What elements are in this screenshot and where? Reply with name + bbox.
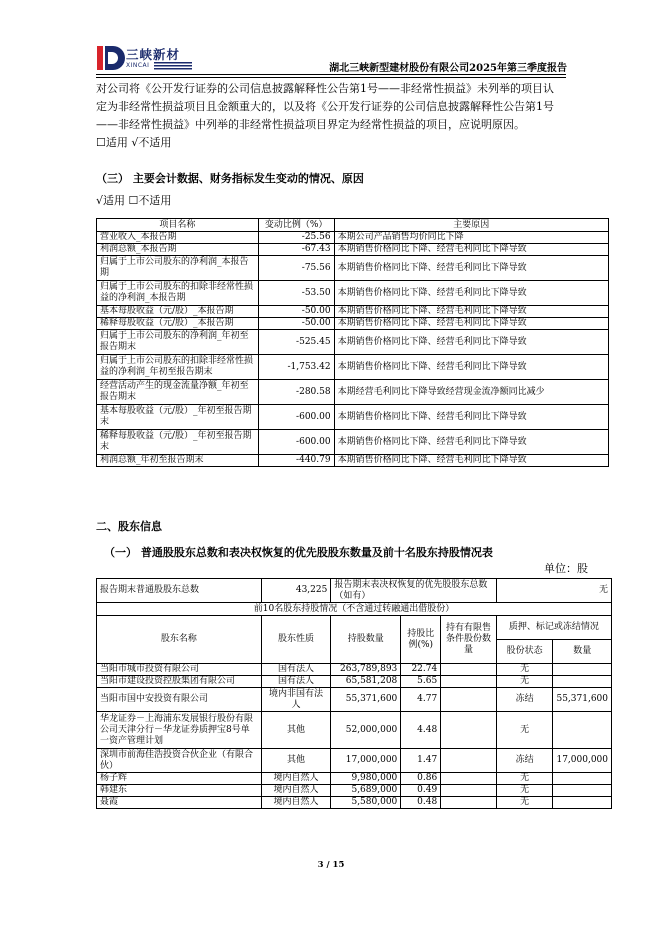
cell-nature: 境内自然人	[261, 785, 331, 797]
cell-count	[553, 773, 612, 785]
cell-qty: 55,371,600	[331, 688, 401, 712]
table-row	[97, 430, 609, 455]
header-divider	[96, 74, 566, 75]
cell-reason: 本期销售价格同比下降、经营毛利同比下降导致	[334, 430, 608, 455]
cell-ratio: -50.00	[258, 318, 334, 330]
cell-ratio: 0.86	[401, 773, 441, 785]
cell-item: 利润总额_年初至报告期末	[97, 455, 259, 467]
logo-text-en: XINCAI	[126, 62, 150, 69]
cell-reason: 本期销售价格同比下降、经营毛利同比下降导致	[334, 405, 608, 430]
shareholder-table-heading: （一） 普通股股东总数和表决权恢复的优先股股东数量及前十名股东持股情况表	[104, 546, 493, 559]
col-header-count: 数量	[553, 640, 612, 664]
cell-status: 无	[496, 712, 553, 749]
cell-ratio: 0.48	[401, 797, 441, 809]
cell-ratio: -53.50	[258, 281, 334, 306]
table-row	[97, 405, 609, 430]
intro-line: 对公司将《公开发行证券的公司信息披露解释性公告第1号——非经常性损益》未列举的项目认	[96, 82, 554, 95]
cell-restricted	[441, 749, 497, 773]
cell-restricted	[441, 676, 497, 688]
section-3-heading: （三） 主要会计数据、财务指标发生变动的情况、原因	[96, 172, 364, 185]
intro-line: 定为非经常性损益项目且金额重大的，以及将《公开发行证券的公司信息披露解释性公告第1号	[96, 100, 554, 113]
logo-mark-icon	[96, 43, 126, 73]
applicability-note: √适用 ☐不适用	[96, 194, 172, 207]
col-header-ratio: 变动比例（%）	[258, 219, 334, 232]
cell-qty: 17,000,000	[331, 749, 401, 773]
cell-reason: 本期销售价格同比下降、经营毛利同比下降导致	[334, 330, 608, 355]
cell-qty: 263,789,893	[331, 664, 401, 676]
cell-nature: 其他	[261, 749, 331, 773]
cell-count	[553, 712, 612, 749]
col-header-pledge: 质押、标记或冻结情况	[496, 616, 611, 640]
cell-ratio: 1.47	[401, 749, 441, 773]
col-header-ratio: 持股比例(%)	[401, 616, 441, 664]
cell-status: 无	[496, 664, 553, 676]
pref-holders-label: 报告期末表决权恢复的优先股股东总数（如有）	[331, 579, 496, 603]
shareholder-table	[96, 578, 612, 809]
company-logo	[96, 43, 206, 73]
col-header-status: 股份状态	[496, 640, 553, 664]
table-row	[97, 256, 609, 281]
cell-reason: 本期经营毛利同比下降导致经营现金流净额同比减少	[334, 380, 608, 405]
cell-item: 归属于上市公司股东的扣除非经常性损益的净利润_年初至报告期末	[97, 355, 259, 380]
report-title: 湖北三峡新型建材股份有限公司2025年第三季度报告	[329, 63, 567, 74]
applicability-note: ☐适用 √不适用	[96, 136, 172, 149]
col-header-nature: 股东性质	[261, 616, 331, 664]
table-row	[97, 455, 609, 467]
cell-count	[553, 664, 612, 676]
cell-item: 基本每股收益（元/股）_本报告期	[97, 306, 259, 318]
cell-name: 韩建东	[97, 785, 262, 797]
cell-status: 无	[496, 797, 553, 809]
table-row	[97, 664, 612, 676]
cell-ratio: -280.58	[258, 380, 334, 405]
cell-reason: 本期销售价格同比下降、经营毛利同比下降导致	[334, 318, 608, 330]
intro-paragraph	[96, 80, 566, 134]
table-row	[97, 281, 609, 306]
cell-ratio: -75.56	[258, 256, 334, 281]
cell-ratio: -440.79	[258, 455, 334, 467]
cell-ratio: 4.77	[401, 688, 441, 712]
change-table	[96, 218, 609, 467]
col-header-item: 项目名称	[97, 219, 259, 232]
cell-name: 华龙证券－上海浦东发展银行股份有限公司天津分行－华龙证券质押宝8号单一资产管理计划	[97, 712, 262, 749]
col-header-qty: 持股数量	[331, 616, 401, 664]
cell-reason: 本期销售价格同比下降、经营毛利同比下降导致	[334, 455, 608, 467]
table-row	[97, 355, 609, 380]
cell-restricted	[441, 712, 497, 749]
cell-count: 55,371,600	[553, 688, 612, 712]
table-row	[97, 306, 609, 318]
cell-nature: 国有法人	[261, 676, 331, 688]
intro-line: ——非经常性损益》中列举的非经常性损益项目界定为经常性损益的项目，应说明原因。	[96, 118, 525, 131]
cell-name: 杨子辉	[97, 773, 262, 785]
cell-ratio: -600.00	[258, 405, 334, 430]
cell-count	[553, 785, 612, 797]
cell-count	[553, 797, 612, 809]
pref-holders-value: 无	[496, 579, 611, 603]
cell-restricted	[441, 688, 497, 712]
cell-nature: 其他	[261, 712, 331, 749]
cell-nature: 境内非国有法人	[261, 688, 331, 712]
cell-status: 无	[496, 773, 553, 785]
cell-ratio: 0.49	[401, 785, 441, 797]
table-row	[97, 712, 612, 749]
cell-item: 营业收入_本报告期	[97, 232, 259, 244]
col-header-name: 股东名称	[97, 616, 262, 664]
table-row	[97, 232, 609, 244]
cell-reason: 本期销售价格同比下降、经营毛利同比下降导致	[334, 244, 608, 256]
cell-name: 深圳市前海佳浩投资合伙企业（有限合伙）	[97, 749, 262, 773]
cell-nature: 境内自然人	[261, 797, 331, 809]
table-row	[97, 773, 612, 785]
cell-qty: 65,581,208	[331, 676, 401, 688]
cell-qty: 9,980,000	[331, 773, 401, 785]
cell-status: 冻结	[496, 749, 553, 773]
cell-ratio: 4.48	[401, 712, 441, 749]
total-holders-label: 报告期末普通股股东总数	[97, 579, 262, 603]
top10-caption: 前10名股东持股情况（不含通过转融通出借股份）	[97, 603, 612, 616]
cell-item: 经营活动产生的现金流量净额_年初至报告期末	[97, 380, 259, 405]
cell-restricted	[441, 773, 497, 785]
table-row	[97, 676, 612, 688]
table-row	[97, 797, 612, 809]
cell-qty: 52,000,000	[331, 712, 401, 749]
cell-reason: 本期销售价格同比下降、经营毛利同比下降导致	[334, 306, 608, 318]
cell-ratio: -25.56	[258, 232, 334, 244]
cell-name: 聂霞	[97, 797, 262, 809]
header-divider-thin	[96, 77, 566, 78]
cell-ratio: -525.45	[258, 330, 334, 355]
table-row	[97, 244, 609, 256]
cell-restricted	[441, 664, 497, 676]
cell-count	[553, 676, 612, 688]
col-header-restricted: 持有有限售条件股份数量	[441, 616, 497, 664]
cell-item: 利润总额_本报告期	[97, 244, 259, 256]
cell-status: 无	[496, 676, 553, 688]
table-row	[97, 688, 612, 712]
logo-bars-icon	[154, 62, 192, 70]
section-2-heading: 二、股东信息	[96, 520, 162, 533]
cell-restricted	[441, 797, 497, 809]
cell-nature: 境内自然人	[261, 773, 331, 785]
cell-name: 当阳市建设投资控股集团有限公司	[97, 676, 262, 688]
cell-reason: 本期销售价格同比下降、经营毛利同比下降导致	[334, 281, 608, 306]
table-row	[97, 380, 609, 405]
unit-label: 单位：股	[544, 562, 588, 575]
table-row	[97, 318, 609, 330]
cell-item: 稀释每股收益（元/股）_年初至报告期末	[97, 430, 259, 455]
cell-ratio: -67.43	[258, 244, 334, 256]
cell-reason: 本期公司产品销售均价同比下降	[334, 232, 608, 244]
cell-reason: 本期销售价格同比下降、经营毛利同比下降导致	[334, 355, 608, 380]
cell-ratio: -600.00	[258, 430, 334, 455]
table-row	[97, 749, 612, 773]
cell-item: 归属于上市公司股东的扣除非经常性损益的净利润_本报告期	[97, 281, 259, 306]
logo-text-cn: 三峡新材	[126, 47, 181, 62]
cell-count: 17,000,000	[553, 749, 612, 773]
page-number: 3 / 15	[317, 860, 345, 870]
col-header-reason: 主要原因	[334, 219, 608, 232]
cell-restricted	[441, 785, 497, 797]
cell-ratio: 5.65	[401, 676, 441, 688]
cell-status: 无	[496, 785, 553, 797]
cell-ratio: 22.74	[401, 664, 441, 676]
table-row	[97, 330, 609, 355]
cell-name: 当阳市国中安投资有限公司	[97, 688, 262, 712]
cell-qty: 5,689,000	[331, 785, 401, 797]
cell-status: 冻结	[496, 688, 553, 712]
cell-item: 归属于上市公司股东的净利润_本报告期	[97, 256, 259, 281]
table-row	[97, 785, 612, 797]
cell-ratio: -1,753.42	[258, 355, 334, 380]
cell-reason: 本期销售价格同比下降、经营毛利同比下降导致	[334, 256, 608, 281]
total-holders-value: 43,225	[261, 579, 331, 603]
cell-item: 基本每股收益（元/股）_年初至报告期末	[97, 405, 259, 430]
cell-ratio: -50.00	[258, 306, 334, 318]
cell-qty: 5,580,000	[331, 797, 401, 809]
cell-item: 归属于上市公司股东的净利润_年初至报告期末	[97, 330, 259, 355]
cell-name: 当阳市城市投资有限公司	[97, 664, 262, 676]
cell-nature: 国有法人	[261, 664, 331, 676]
cell-item: 稀释每股收益（元/股）_本报告期	[97, 318, 259, 330]
